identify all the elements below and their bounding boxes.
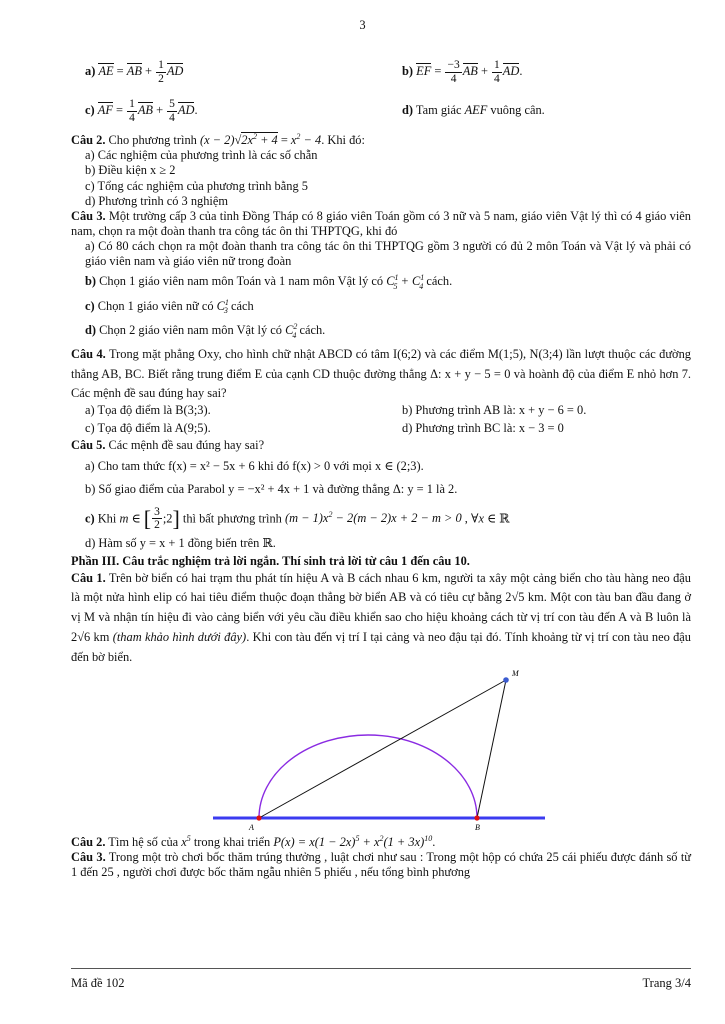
ellipse-figure — [71, 670, 691, 830]
q2-stem: Câu 2. Cho phương trình $(x - 2)√2x^2 + 4 = x^2 - 4$. Khi đó: — [71, 132, 365, 148]
option-label: a) — [85, 63, 96, 78]
q5-option-c: c) Khi m ∈ [ $\frac{3}{2}$ ;2] thì bất phương trình $(m - 1)x^2 - 2(m - 2)x + 2 - m > 0$ , ∀x ∈ ℝ — [85, 505, 510, 532]
q2-option-d: d) Phương trình có 3 nghiệm — [85, 193, 229, 208]
page-indicator: Trang 3/4 — [642, 976, 691, 990]
label-a: A — [249, 822, 254, 830]
segment-am — [259, 680, 506, 818]
question-5 — [71, 438, 691, 551]
label-m: M — [512, 669, 519, 678]
part3-question-1: Câu 1. Trên bờ biển có hai trạm thu phát tín hiệu A và B cách nhau 6 km, người ta xây một cảng biển cho tàu hàng neo đậu là một nửa hình elip có hai tiêu điểm thuộc đoạn thẳng bờ biển AB và có tiêu cự bằng 2√5 km. Một con tàu ban đầu đang ở vị M và nhận tín hiệu đi vào cảng biển với yêu cầu điều khiển sao cho hiệu khoảng cách từ vị trí con tàu đến A và B luôn là 2√6 km (tham khảo hình dưới đây). Khi con tàu đến vị trí I tại cảng và neo đậu tại đó. Tính khoảng từ vị trí con tàu neo đậu đến bờ biển. — [71, 570, 692, 665]
page-content — [71, 52, 691, 880]
q3-option-c: c) Chọn 1 giáo viên nữ có $C^1_3$ cách — [85, 297, 254, 316]
question-2 — [71, 132, 691, 209]
part3-question-3: Câu 3. Trong một trò chơi bốc thăm trúng thưởng , luật chơi như sau : Trong một hộp có chứa 25 cái phiếu được đánh số từ 1 đến 25 , người chơi được bốc thăm ngẫu nhiên 5 phiếu , nếu tổng bình phương — [71, 850, 691, 880]
page-number: 3 — [359, 18, 366, 32]
q1-options-row-2 — [71, 92, 691, 130]
q4-option-a: a) Tọa độ điểm là B(3;3). — [85, 402, 211, 417]
q3-option-b: b) Chọn 1 giáo viên nam môn Toán và 1 nam môn Vật lý có $C^1_5 + C^1_4$ cách. — [85, 273, 453, 291]
half-ellipse — [259, 735, 477, 818]
question-3 — [71, 209, 691, 341]
q4-stem: Câu 4. Trong mặt phẳng Oxy, cho hình chữ nhật ABCD có tâm I(6;2) và các điểm M(1;5), N(3;4) lần lượt thuộc các đường thẳng AB, BC. Biết rằng trung điểm E của cạnh CD thuộc đường thẳng Δ: x + y − 5 = 0 và hoành độ của điểm E nhỏ hơn 7. Các mệnh đề sau đúng hay sai? — [71, 347, 691, 400]
q2-option-a: a) Các nghiệm của phương trình là các số chẵn — [85, 148, 318, 163]
q5-option-d: d) Hàm số y = x + 1 đồng biến trên ℝ. — [85, 536, 276, 551]
q4-option-c: c) Tọa độ điểm là A(9;5). — [85, 421, 211, 436]
q1-options-row-1 — [71, 52, 691, 92]
q3-option-d: d) Chọn 2 giáo viên nam môn Vật lý có $C^2_4$ cách. — [85, 321, 326, 340]
q1-option-b: b) EF = $\frac{-3}{4}$ AB + $\frac{1}{4}$ AD. — [402, 58, 523, 85]
q5-stem: Câu 5. Các mệnh đề sau đúng hay sai? — [71, 438, 265, 453]
q1-option-a: a) AE = AB + $\frac{1}{2}$ AD — [85, 58, 184, 85]
page-footer — [71, 968, 691, 991]
q2-option-c: c) Tổng các nghiệm của phương trình bằng 5 — [85, 178, 308, 193]
q4-options-row-2 — [71, 421, 691, 436]
part3-question-2: Câu 2. Tìm hệ số của $x^5$ trong khai triển $P(x) = x(1 - 2x)^5 + x^2(1 + 3x)^{10}$. — [71, 833, 436, 849]
figure-hint: (tham khảo hình dưới đây) — [112, 630, 247, 645]
part-3-heading: Phần III. Câu trắc nghiệm trả lời ngắn. Thí sinh trả lời từ câu 1 đến câu 10. — [71, 553, 470, 568]
q4-option-b: b) Phương trình AB là: x + y − 6 = 0. — [402, 402, 587, 417]
label-b: B — [475, 822, 480, 830]
question-4 — [71, 345, 691, 436]
point-b — [474, 815, 479, 820]
q5-option-b: b) Số giao điểm của Parabol y = −x² + 4x + 1 và đường thẳng Δ: y = 1 là 2. — [85, 482, 458, 497]
exam-code: Mã đề 102 — [71, 976, 125, 990]
point-a — [256, 815, 261, 820]
q4-options-row-1 — [71, 403, 691, 418]
point-m — [503, 677, 509, 683]
q3-stem: Câu 3. Một trường cấp 3 của tỉnh Đồng Tháp có 8 giáo viên Toán gồm có 3 nữ và 5 nam, giáo viên Vật lý thì có 4 giáo viên nam, chọn ra một đoàn thanh tra công tác ôn thi THPTQG, khi đó — [71, 208, 691, 238]
ellipse-figure-svg — [71, 670, 691, 830]
q2-option-b: b) Điều kiện x ≥ 2 — [85, 163, 176, 178]
q4-option-d: d) Phương trình BC là: x − 3 = 0 — [402, 421, 564, 436]
part-3 — [71, 554, 691, 881]
q5-option-a: a) Cho tam thức f(x) = x² − 5x + 6 khi đó f(x) > 0 với mọi x ∈ (2;3). — [85, 459, 424, 474]
q1-option-d: d) Tam giác AEF vuông cân. — [402, 103, 545, 118]
q3-option-a: a) Có 80 cách chọn ra một đoàn thanh tra công tác ôn thi THPTQG gồm 3 người có đủ 2 môn Toán và Vật lý và phải có giáo viên nam và giáo viên nữ trong đoàn — [85, 239, 691, 269]
q1-option-c: c) AF = $\frac{1}{4}$ AB + $\frac{5}{4}$ AD. — [85, 97, 198, 124]
segment-bm — [477, 680, 506, 818]
